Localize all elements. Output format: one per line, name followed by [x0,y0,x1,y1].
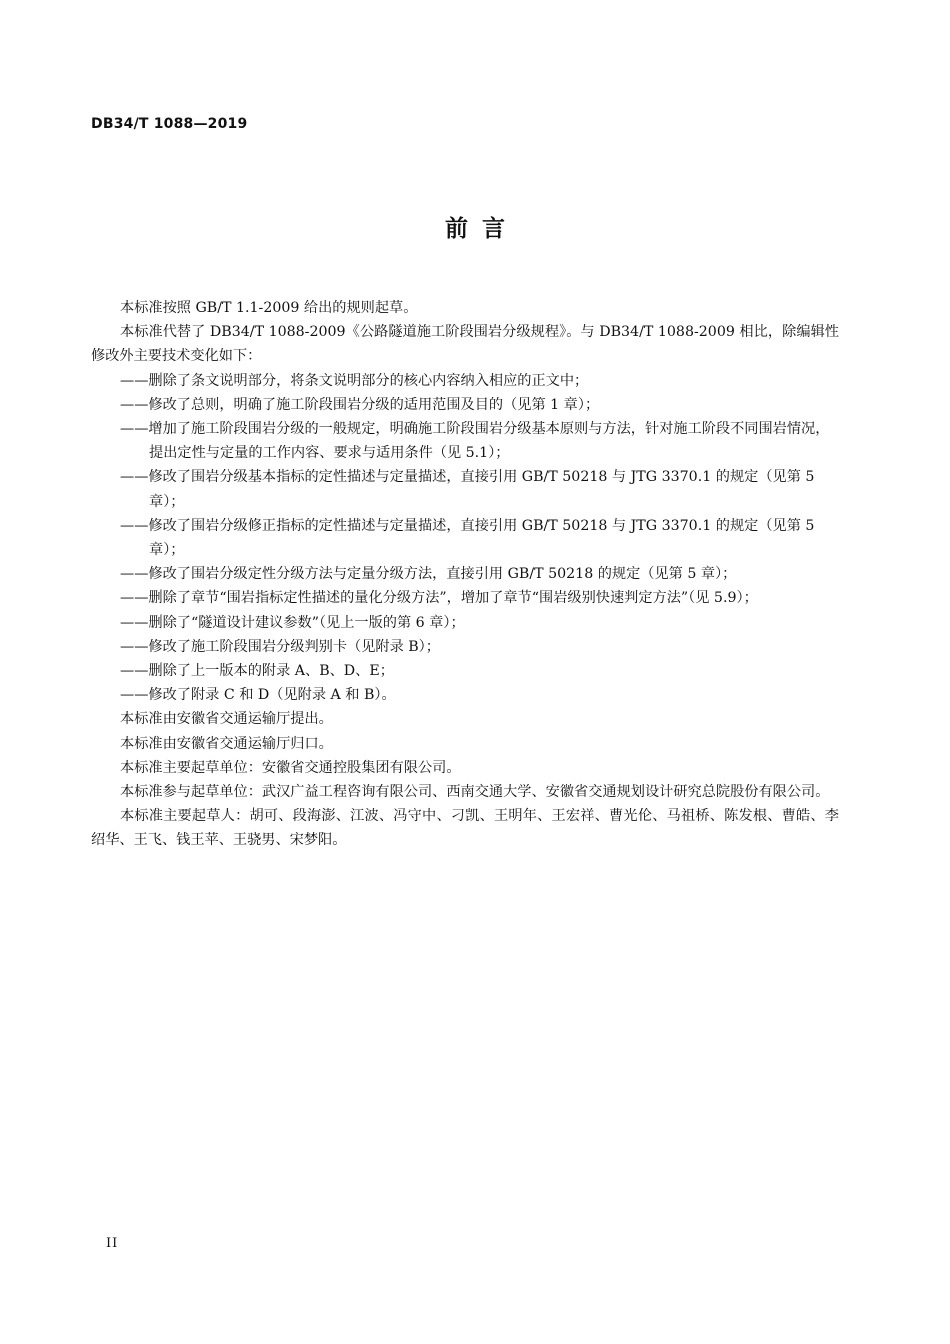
change-item: ——修改了总则，明确了施工阶段围岩分级的适用范围及目的（见第 1 章）； [120,396,600,413]
paragraph: 本标准主要起草人：胡可、段海澎、江波、冯守中、刁凯、王明年、王宏祥、曹光伦、马祖桥、陈发根、曹皓、李绍华、王飞、钱王苹、王骁男、宋梦阳。 [91,808,839,849]
page-title: 前言 [445,216,519,242]
change-item: ——删除了条文说明部分，将条文说明部分的核心内容纳入相应的正文中； [120,372,589,389]
paragraph: 本标准由安徽省交通运输厅提出。 [120,711,333,728]
standard-code: DB34/T 1088—2019 [91,116,248,132]
change-item: ——修改了施工阶段围岩分级判别卡（见附录 B）； [120,638,440,655]
document-body [91,296,839,853]
paragraph: 本标准代替了 DB34/T 1088-2009《公路隧道施工阶段围岩分级规程》。与 DB34/T 1088-2009 相比，除编辑性修改外主要技术变化如下： [91,324,839,365]
change-item: ——增加了施工阶段围岩分级的一般规定，明确施工阶段围岩分级基本原则与方法，针对施工阶段不同围岩情况，提出定性与定量的工作内容、要求与适用条件（见 5.1）； [120,421,830,462]
change-item: ——删除了“隧道设计建议参数”（见上一版的第 6 章）； [120,614,465,631]
paragraph: 本标准主要起草单位：安徽省交通控股集团有限公司。 [120,759,461,776]
change-item: ——修改了围岩分级定性分级方法与定量分级方法，直接引用 GB/T 50218 的规定（见第 5 章）； [120,566,737,583]
change-item: ——修改了附录 C 和 D（见附录 A 和 B）。 [120,687,396,704]
paragraph: 本标准按照 GB/T 1.1-2009 给出的规则起草。 [120,300,418,316]
change-item: ——删除了章节“围岩指标定性描述的量化分级方法”，增加了章节“围岩级别快速判定方法”（见 5.9）； [120,590,758,607]
change-item: ——修改了围岩分级基本指标的定性描述与定量描述，直接引用 GB/T 50218 与 JTG 3370.1 的规定（见第 5 章）； [120,469,815,510]
paragraph: 本标准由安徽省交通运输厅归口。 [120,735,333,752]
paragraph: 本标准参与起草单位：武汉广益工程咨询有限公司、西南交通大学、安徽省交通规划设计研究总院股份有限公司。 [120,784,830,801]
change-item: ——删除了上一版本的附录 A、B、D、E； [120,663,394,680]
page-number: II [106,1236,119,1251]
change-item: ——修改了围岩分级修正指标的定性描述与定量描述，直接引用 GB/T 50218 与 JTG 3370.1 的规定（见第 5 章）； [120,517,815,559]
